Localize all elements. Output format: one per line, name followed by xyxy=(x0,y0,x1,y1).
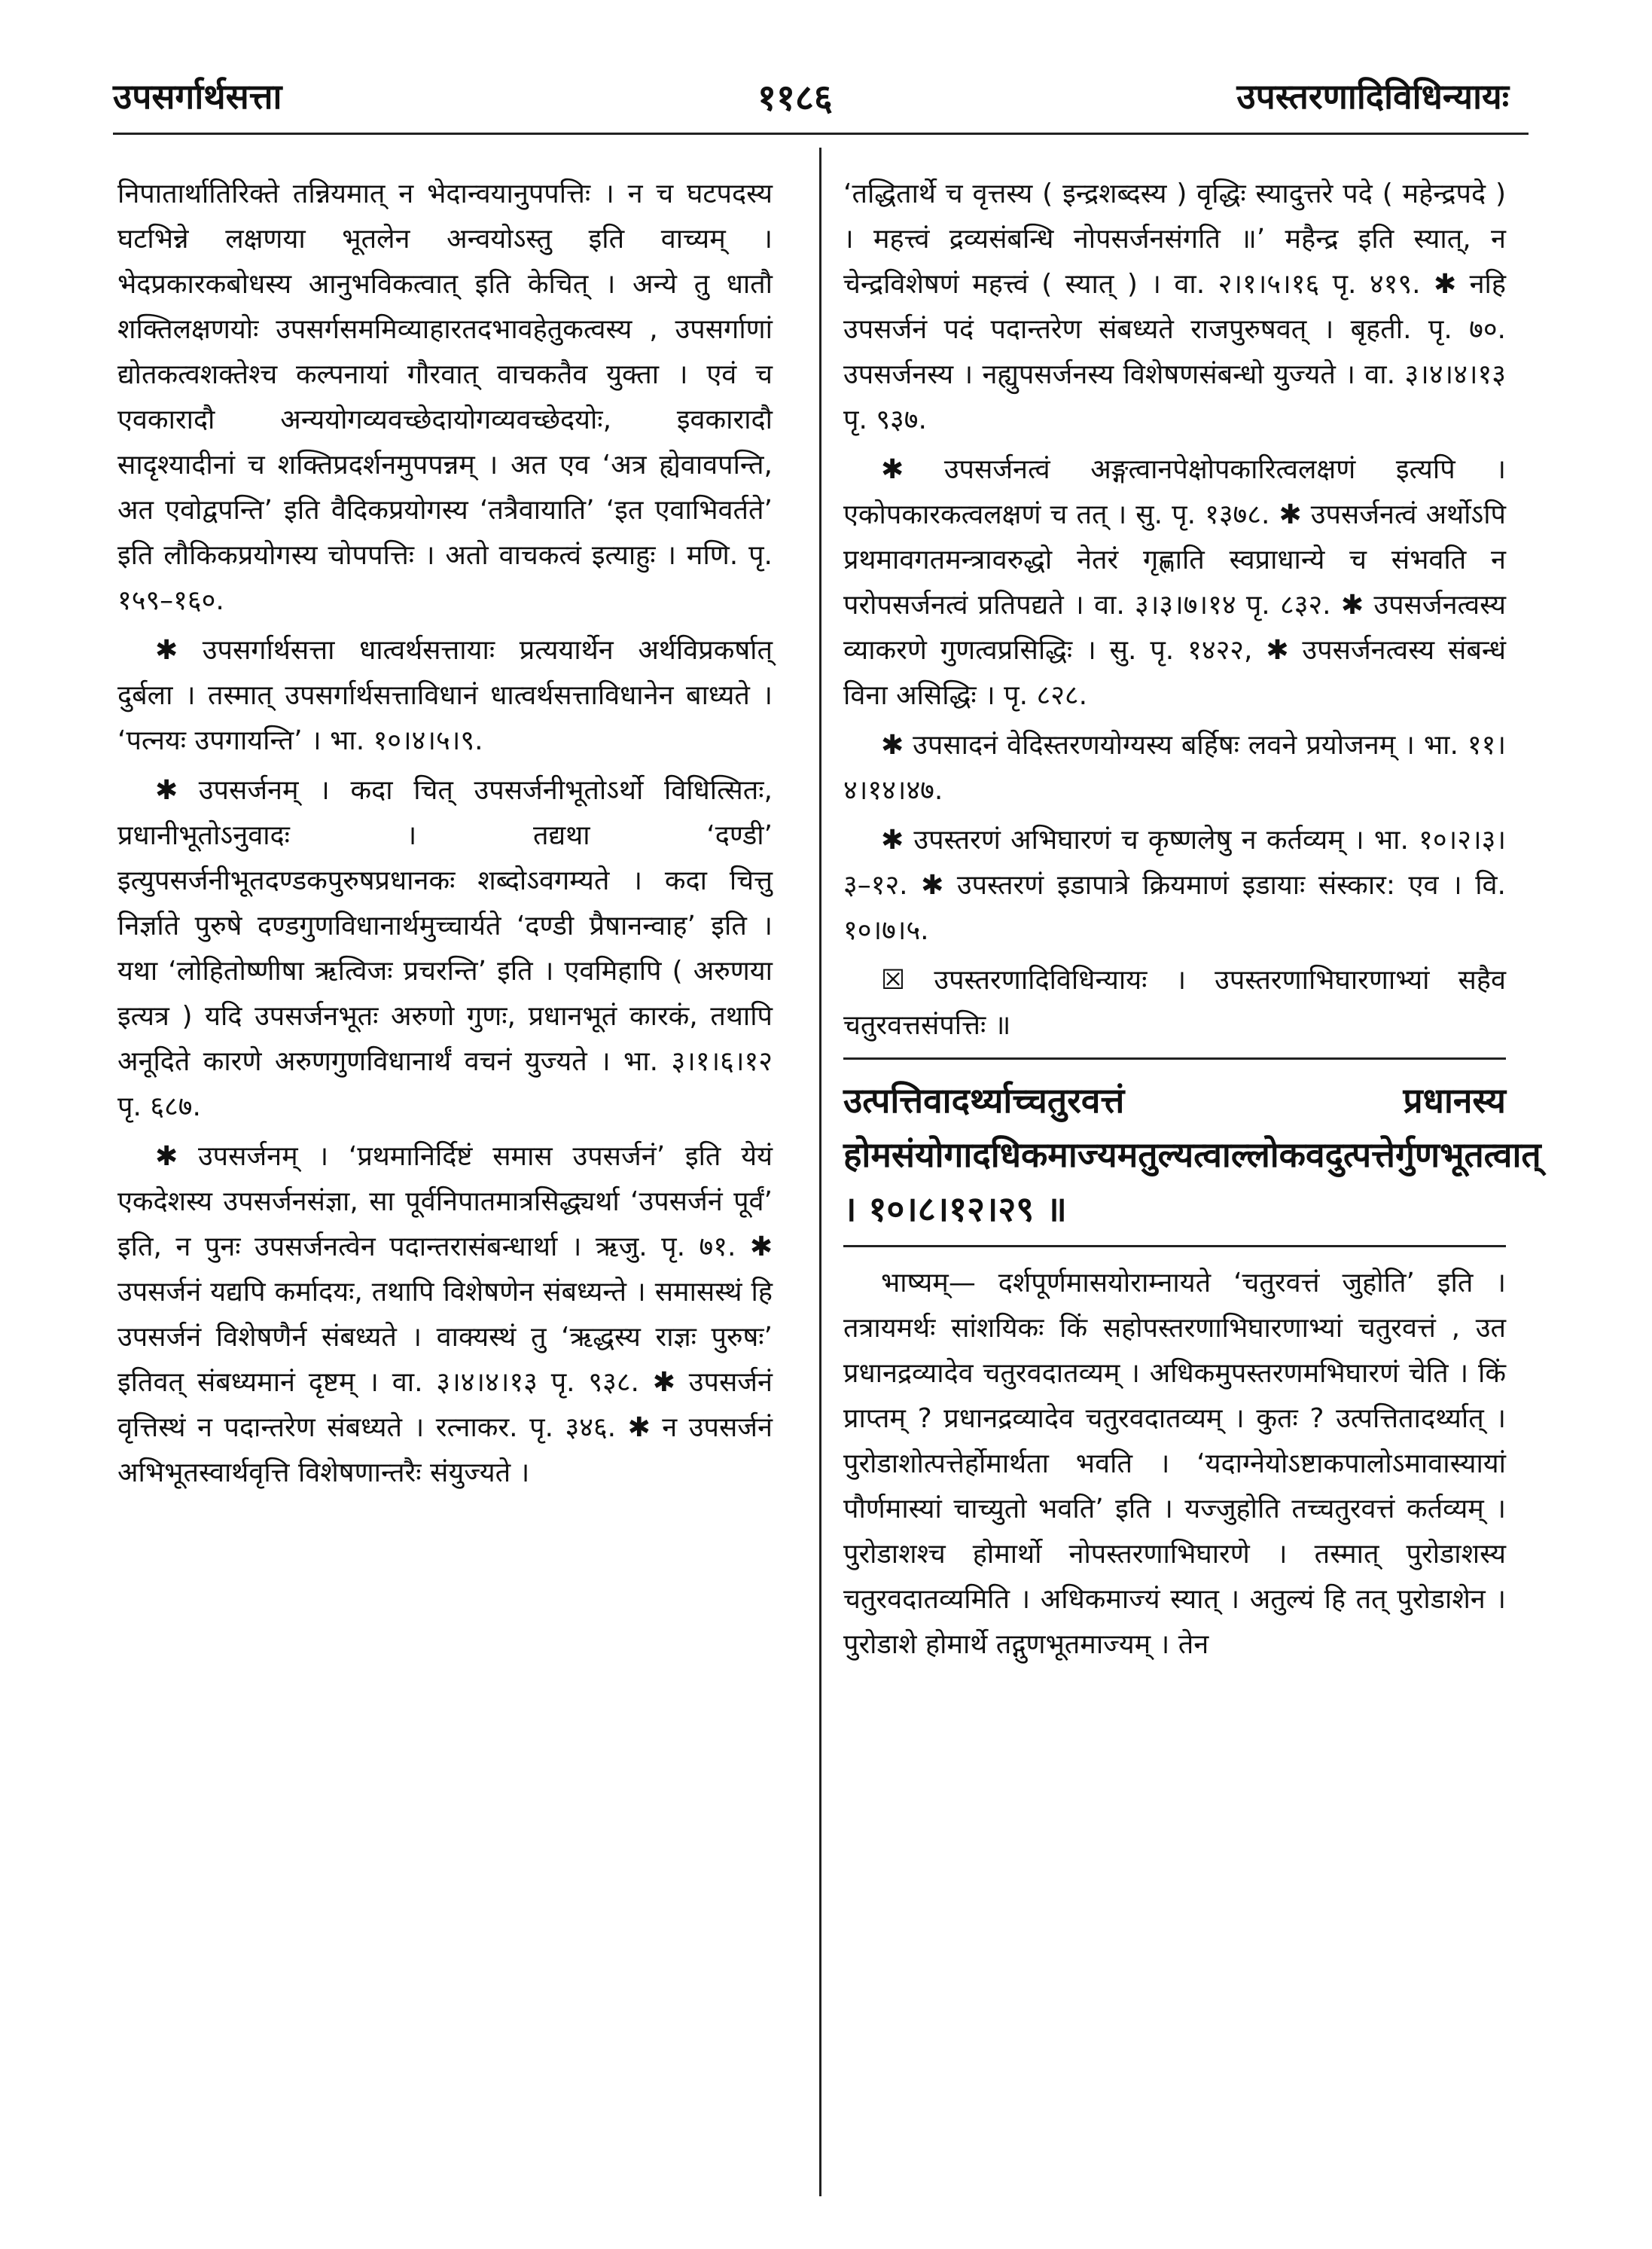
running-head-right: उपस्तरणादिविधिन्यायः xyxy=(1236,76,1509,117)
left-column xyxy=(117,172,773,1500)
right-paragraph-3: ✱ उपसादनं वेदिस्तरणयोग्यस्य बर्हिषः लवने प्रयोजनम् । भा. ११।४।१४।४७. xyxy=(843,730,1506,806)
header-rule xyxy=(113,133,1529,135)
section-rule-2 xyxy=(843,1245,1506,1247)
right-paragraph-4: ✱ उपस्तरणं अभिघारणं च कृष्णलेषु न कर्तव्यम् । भा. १०।२।३।३–१२. ✱ उपस्तरणं इडापात्रे क्रियमाणं इडायाः संस्कार: एव । वि. १०।७।५. xyxy=(843,825,1506,946)
page-number: ११८६ xyxy=(757,77,833,119)
right-paragraph-5: ☒ उपस्तरणादिविधिन्यायः । उपस्तरणाभिघारणाभ्यां सहैव चतुरवत्तसंपत्तिः ॥ xyxy=(843,965,1506,1041)
left-paragraph-3: ✱ उपसर्जनम् । कदा चित् उपसर्जनीभूतोऽर्थो विधित्सितः, प्रधानीभूतोऽनुवादः । तद्यथा ‘दण्डी’ इत्युपसर्जनीभूतदण्डकपुरुषप्रधानकः शब्दोऽवगम्यते । कदा चित्तु निर्ज्ञाते पुरुषे दण्डगुणविधानार्थमुच्चार्यते ‘दण्डी प्रैषानन्वाह’ इति । यथा ‘लोहितोष्णीषा ऋत्विजः प्रचरन्ति’ इति । एवमिहापि ( अरुणया इत्यत्र ) यदि उपसर्जनभूतः अरुणो गुणः, प्रधानभूतं कारकं, तथापि अनूदिते कारणे अरुणगुणविधानार्थं वचनं युज्यते । भा. ३।१।६।१२ पृ. ६८७. xyxy=(117,775,773,1122)
left-paragraph-1: निपातार्थातिरिक्ते तन्नियमात् न भेदान्वयानुपपत्तिः । न च घटपदस्य घटभिन्ने लक्षणया भूतलेन अन्वयोऽस्तु इति वाच्यम् । भेदप्रकारकबोधस्य आनुभविकत्वात् इति केचित् । अन्ये तु धातौ शक्तिलक्षणयोः उपसर्गसममिव्याहारतदभावहेतुकत्वस्य , उपसर्गाणां द्योतकत्वशक्तेश्च कल्पनायां गौरवात् वाचकतैव युक्ता । एवं च एवकारादौ अन्ययोगव्यवच्छेदायोगव्यवच्छेदयोः, इवकारादौ सादृश्यादीनां च शक्तिप्रदर्शनमुपपन्नम् । अत एव ‘अत्र ह्येवावपन्ति, अत एवोद्वपन्ति’ इति वैदिकप्रयोगस्य ‘तत्रैवायाति’ ‘इत एवाभिवर्तते’ इति लौकिकप्रयोगस्य चोपपत्तिः । अतो वाचकत्वं इत्याहुः । मणि. पृ. १५९–१६०. xyxy=(117,179,773,616)
left-paragraph-2: ✱ उपसर्गार्थसत्ता धात्वर्थसत्तायाः प्रत्ययार्थेन अर्थविप्रकर्षात् दुर्बला । तस्मात् उपसर्गार्थसत्ताविधानं धात्वर्थसत्ताविधानेन बाध्यते । ‘पत्नयः उपगायन्ति’ । भा. १०।४।५।९. xyxy=(117,635,773,756)
right-column xyxy=(843,172,1541,1672)
left-paragraph-4: ✱ उपसर्जनम् । ‘प्रथमानिर्दिष्टं समास उपसर्जनं’ इति येयं एकदेशस्य उपसर्जनसंज्ञा, सा पूर्वनिपातमात्रसिद्ध्यर्था ‘उपसर्जनं पूर्वं’ इति, न पुनः उपसर्जनत्वेन पदान्तरासंबन्धार्था । ऋजु. पृ. ७१. ✱ उपसर्जनं यद्यपि कर्मादयः, तथापि विशेषणेन संबध्यन्ते । समासस्थं हि उपसर्जनं विशेषणैर्न संबध्यते । वाक्यस्थं तु ‘ऋद्धस्य राज्ञः पुरुषः’ इतिवत् संबध्यमानं दृष्टम् । वा. ३।४।४।१३ पृ. ९३८. ✱ उपसर्जनं वृत्तिस्थं न पदान्तरेण संबध्यते । रत्नाकर. पृ. ३४६. ✱ न उपसर्जनं अभिभूतस्वार्थवृत्ति विशेषणान्तरैः संयुज्यते । xyxy=(117,1141,773,1488)
column-divider xyxy=(819,148,821,2196)
section-rule-1 xyxy=(843,1057,1506,1060)
sutra-text: उत्पत्तिवादर्थ्याच्चतुरवत्तं प्रधानस्य होमसंयोगादधिकमाज्यमतुल्यत्वाल्लोकवदुत्पत्तेर्गुणभूतत्वात् । १०।८।१२।२९ ॥ xyxy=(843,1080,1541,1229)
bhashya-text: भाष्यम्— दर्शपूर्णमासयोराम्नायते ‘चतुरवत्तं जुहोति’ इति । तत्रायमर्थः सांशयिकः किं सहोपस्तरणाभिघारणाभ्यां चतुरवत्तं , उत प्रधानद्रव्यादेव चतुरवदातव्यम् । अधिकमुपस्तरणमभिघारणं चेति । किं प्राप्तम् ? प्रधानद्रव्यादेव चतुरवदातव्यम् । कुतः ? उत्पत्तितादर्थ्यात् । पुरोडाशोत्पत्तेर्होमार्थता भवति । ‘यदाग्नेयोऽष्टाकपालोऽमावास्यायां पौर्णमास्यां चाच्युतो भवति’ इति । यज्जुहोति तच्चतुरवत्तं कर्तव्यम् । पुरोडाशश्च होमार्थो नोपस्तरणाभिघारणे । तस्मात् पुरोडाशस्य चतुरवदातव्यमिति । अधिकमाज्यं स्यात् । अतुल्यं हि तत् पुरोडाशेन । पुरोडाशे होमार्थे तद्गुणभूतमाज्यम् । तेन xyxy=(843,1268,1506,1660)
right-paragraph-2: ✱ उपसर्जनत्वं अङ्गत्वानपेक्षोपकारित्वलक्षणं इत्यपि । एकोपकारकत्वलक्षणं च तत् । सु. पृ. १३७८. ✱ उपसर्जनत्वं अर्थोऽपि प्रथमावगतमन्त्रावरुद्धो नेतरं गृह्णाति स्वप्राधान्ये च संभवति न परोपसर्जनत्वं प्रतिपद्यते । वा. ३।३।७।१४ पृ. ८३२. ✱ उपसर्जनत्वस्य व्याकरणे गुणत्वप्रसिद्धिः । सु. पृ. १४२२, ✱ उपसर्जनत्वस्य संबन्धं विना असिद्धिः । पृ. ८२८. xyxy=(843,454,1506,711)
right-paragraph-1: ‘तद्धितार्थे च वृत्तस्य ( इन्द्रशब्दस्य ) वृद्धिः स्यादुत्तरे पदे ( महेन्द्रपदे ) । महत्त्वं द्रव्यसंबन्धि नोपसर्जनसंगति ॥’ महैन्द्र इति स्यात्, न चेन्द्रविशेषणं महत्त्वं ( स्यात् ) । वा. २।१।५।१६ पृ. ४१९. ✱ नहि उपसर्जनं पदं पदान्तरेण संबध्यते राजपुरुषवत् । बृहती. पृ. ७०. उपसर्जनस्य । नह्युपसर्जनस्य विशेषणसंबन्धो युज्यते । वा. ३।४।४।१३ पृ. ९३७. xyxy=(843,179,1506,435)
running-head-left: उपसर्गार्थसत्ता xyxy=(113,76,282,117)
